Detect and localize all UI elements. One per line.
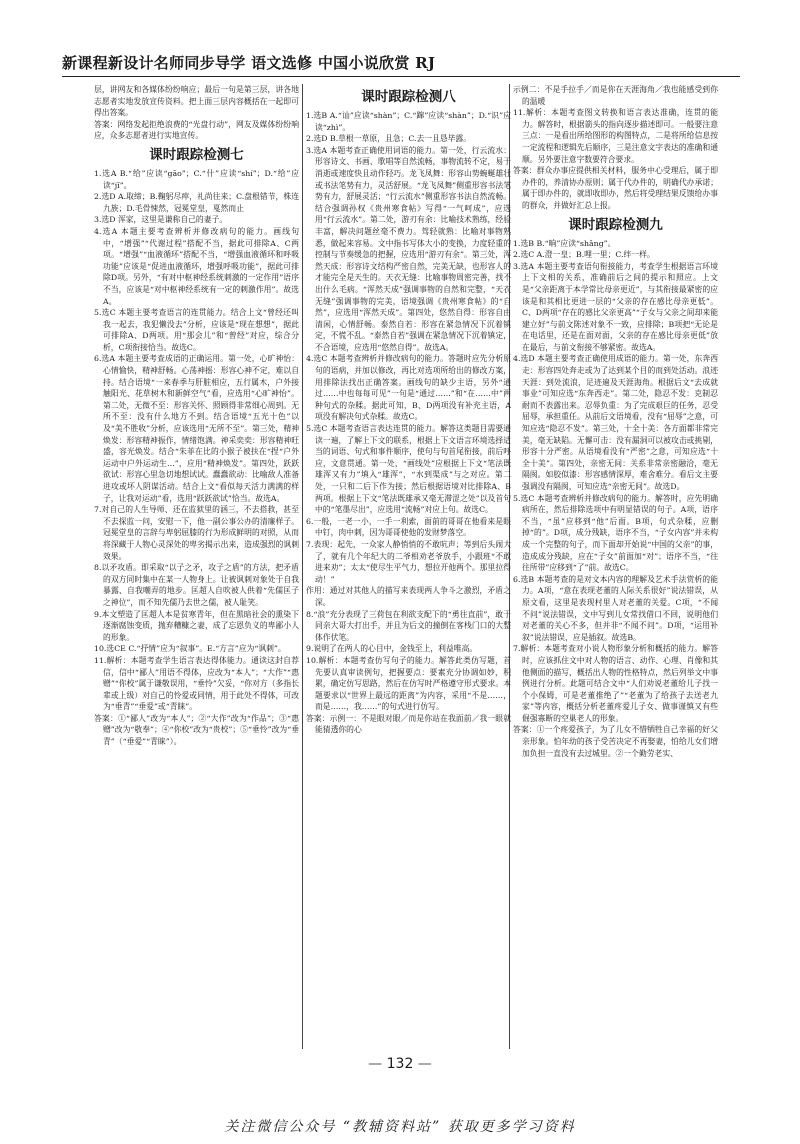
answer-item: 5.选C 本题考查辨析并修改病句的能力。解答时，应先明确病所在，然后排除选项中有明显错误的句子。A项，语序不当，“虽”应移到“他”后面。B项，句式杂糅，应删掉“的”。D项，成分残缺，语序不当，“子女内容”并未构成一个完整的句子，而下面却开始说“中国的父亲”的事，造成成分残缺，应在“子女”前面加“对”；语序不当，“往往所带”应移到“了”前。故选C。 [513,493,718,573]
answer-item: 1.选B B.“晌”应读“shǎng”。 [513,238,616,248]
answer-item: 11.解析：本题考查图文转换和语言表达准确，连贯的能力。解答时，根据箭头的指向逐步描述即可。一般要注意三点：一是看出所给图形的构图特点，二是将所给信息按一定流程和逻辑先后顺序，三是注意文字表达的准确和通顺。另外要注意字数要符合要求。 [513,108,718,164]
answer-item: 3.选A 本题主要考查语句衔接能力，考查学生根据语言环境上下文相的关系，准确前后之间的提示和照应。上文是“父亲距离于本学常比母亲更近”，与其衔接最紧密的应该是和其相比更进一层的“父亲的存在感比母亲更低”。C、D两项“存在的感比父亲更高”“子女与父亲之间却来能建立好”与前文陈述对象不一致，应排除；B项把“无论是在电话里，还是在面对面，父亲的存在感比母亲更低”放在最后，与前文衔接不够紧密。故选A。 [513,261,718,352]
answer-item: 答案：①“鄙人”改为“本人”；②“大作”改为“作品”；③“惠赠”改为“敬奉”；④“你校”改为“贵校”；⑤“垂怜”改为“垂青”（“垂爱”“青睐”）。 [94,713,299,747]
answer-item: 作用：通过对其他人的描写来表现两人争斗之激烈，矛盾之深。 [306,586,511,607]
answer-item: 8.“浪”充分表现了三荷包在利欲支配下的“勇往直前”，敢于同亲大哥大打出手，并且为后文的撞倒在客栈门口的大整体作伏笔。 [306,609,511,642]
answer-item: 5.选C 本题考查语言表达连贯的能力。解答这类题目需要通读一遍，了解上下文的联系，根据上下文语言环境选择适当的词语、句式和事件顺序，使句与句首尾衔接，前后呼应，文意贯通。第一处，“画线处”应根据上下文“笔法既雄浑又有力”填入“雄浑”，“水到渠成”与之对应。第二处，一只和二后下作为接；然后根据语境对比排除A、B两项。根据上下文“笔法既雄承又毫无滞涩之处”以及首句中的“笔墨尽出”，应选用“流畅”对应上句。故选C。 [306,424,511,515]
page-header [62,52,740,77]
footer-note: 关注微信公众号 “教辅资料站” 获取更多学习资料 [224,1119,576,1135]
answer-item: 7.表现：起先，一众家人静悄悄的不敢吭声；等到后头闹大了，就有几个年纪大的二爷相劝老爷放手，小跟班“不敢进来劝”；太太“使尽生平气力，想拉开他两个。那里拉得动！” [306,539,511,584]
answer-item: 6.选B 本题考查的是对文本内容的理解及艺术手法赏析的能力。A项，“意在表现老董的人际关系很好”说法错误，从原文看，这里是表现村里人对老董的关爱。C项，“不闻不问”说法错误，文中写到儿女常找借口不回，说明他们对老董的关心不多，但并非“不闻不问”。D项，“运用补叙”说法错误，应是插叙。故选B。 [513,574,718,642]
answer-item: 2.选C A.澄一皇；B.哩一里；C.绊一样。 [513,250,655,260]
page-number-dash-right: — [413,1056,432,1072]
answer-item: 10.解析：本题考查仿写句子的能力。解答此类仿写题，首先要认真审读例句，把握要点：要素充分协调如妙，积累，确定仿写思路，然后在仿写时严格遵守形式要求。本题要求以“世界上最远的距离”为内容，采用“不是……，而是……，我……”的句式进行仿写。 [306,655,511,712]
answer-item: 9.本文塑造了匡超人本是贫寒青年，但在黑暗社会的熏染下逐渐腐蚀变质，抛弃糟糠之妻，成了忘恩负义的卑鄙小人的形象。 [94,609,299,642]
answer-item: 2.选D B.草根一草原，且急；C.去一且恳毕露。 [306,134,472,144]
answer-item: 6.一般，一老一小，一手一利索，面前的哥哥在他看来是眼中钉，肉中刺，因为哥哥使他的发财梦落空。 [306,516,511,538]
section-title-7: 课时跟踪检测七 [149,146,244,163]
answer-item: 3.选D 浑家，这里是谦称自己的妻子。 [94,215,228,225]
answer-item: 2.选D A.取缔；B.鞠躬尽瘁，礼尚往来；C.盘根错节，株连九族；D.毛骨悚然，冠冕堂皇，戛然而止 [94,192,299,213]
column-right [513,84,718,1054]
answer-item: 11.解析：本题考查学生语言表达得体能力。通读这封自荐信，信中“鄙人”用语不得体，应改为“本人”；“大作”“惠赠”“你校”属于谦敬误用，“垂怜”欠妥，“你对方（多指长辈或上级）对自己的怜爱或同情，用于此处不得体，可改为“垂青”“垂爱”或“青睐”。 [94,655,299,712]
intro-text: 层，讲网友和各媒体纷纷响应；最后一句是第三层，讲各地志愿者实地发放宣传资料。把上面三层内容概括在一起即可得出答案。 [94,85,299,118]
answer-item: 5.选C 本题主要考查语言的连贯能力。结合上文“曾经还叫我一起去，我犯懒没去”分析，应该是“现在想想”，据此可排除A、D两项。用“那会儿”和“曾经”对应，综合分析，C项衔接恰当。故选C。 [94,308,299,352]
answer-item: 7.对自己的人生导师、还在监狱里的涵三，不去搭救，甚至不去探监一问，安慰一下，他一副公事公办的清廉样子。冠冕堂皇的言辞与卑躬屈膝的行为形成鲜明的对照，从而将深藏于人物心灵深处的卑劣揭示出来，造成强烈的讽刺效果。 [94,505,299,561]
column-middle [306,84,511,1054]
answer-item: 7.解析：本题考查对小说人物形象分析和概括的能力。解答时，应该抓住文中对人物的语言、动作、心理、肖像和其他侧面的描写，概括出人物的性格特点，然后列举文中事例进行分析。此题可结合文中“人们劝说老董给儿子找一个小保姆，可是老董推绝了”“老董为了给孩子去送老九家”等内容，概括分析老董疼爱儿子女、做事谨慎又有些倔强寡断的空巢老人的形象。 [513,644,718,723]
page-number [0,1056,800,1072]
page-number-value: 132 [386,1056,414,1072]
answer-item: 4.选C 本题考查辨析并修改病句的能力。答题时应先分析原句的语病，并加以修改，再比对选项所给出的修改方案，用排除法找出正确答案。画线句的缺少主语，另外“通过……中也每每可见”一句是“通过……”和“在……中”两种句式的杂糅。据此可知，B、D两项没有补充主语，A项没有解决句式杂糅。故选C。 [306,354,511,422]
answer-item: 答案：群众办事应提供相关材料，服务中心受理后，属于即办件的，养清协办原则；属于代办件的，明确代办承诺；属于即办件的，就即收即办，然后将受理结果反馈给办事的群众，并做好汇总上报。 [513,166,718,210]
answer-item: 示例二：不是手拉手／而是你在天涯海角／我也能感受到你的温暖 [513,85,718,106]
section-title-8: 课时跟踪检测八 [361,89,456,105]
answer-item: 1.选B A.“讪”应读“shàn”；C.“蹿”应读“shàn”；D.“识”应读“zhì”。 [306,111,511,132]
answer-item: 答案：①一个疼爱孩子，为了儿女不惜牺牲自己幸福的好父亲形象。怕年幼的孩子受苦决定不再娶妻，怕给儿女们增加负担一直没有去过城里。②一个勤劳老实、 [513,725,718,758]
column-left [94,84,299,1054]
answer-item: 10.选CE C.“抒情”应为“叙事”。E.“方言”应为“讽刺”。 [94,644,286,654]
header-title: 新课程新设计名师同步导学 语文选修 中国小说欣赏 RJ [62,54,436,72]
intro-answer: 答案：网络发起拒绝浪费的“光盘行动”，网友及媒体纷纷响应，众多志愿者进行实地宣传。 [94,119,299,141]
answer-item: 答案：示例一：不是眼对眼／而是你站在我面前／我一眼就能猜透你的心 [306,713,511,735]
answer-item: 9.说明了在两人的心目中，金钱至上，利益唯高。 [306,644,478,654]
answer-item: 6.选A 本题主要考查成语的正确运用。第一处，心旷神怡：心情愉快，精神舒畅。心荡神摇：形容心神不定，难以自持。结合语境“一来春季与肝脏相应，五行属木，户外接触阳光、花草树木和新鲜空气”看，应选用“心旷神怡”。第二处，无微不至：形容关怀、照顾得非常细心周到。无所不至：没有什么地方不到。结合语境“五光十色”以及“美不胜收”分析，应该选用“无所不至”。第三处，精神焕发：形容精神振作，情绪饱满。神采奕奕：形容精神旺盛，容光焕发。结合“朱菲在比的小猴子被扶在“捏“户外运动中户外运动生…”，应用“精神焕发”。第四处，跃跃欲试：形容心里急切地想试试。蠢蠢欲动：比喻敌人准备进攻或坏人阴谋活动。结合上文“看似每天活力满满的样子，让我对运动”看，选用“跃跃欲试”恰当。故选A。 [94,354,299,503]
answer-item: 3.选A 本题考查正确使用词语的能力。第一处，行云流水：形容诗文、书画、歌唱等自然流畅，事物流转不定，易于消逝或速度快且动作轻巧。龙飞凤舞：形容山势蜿蜒雄壮或书法笔势有力，灵活舒展。“龙飞凤舞”侧重形容书法笔势有力，舒展灵活；“行云流水”侧重形容书法自然流畅。结合强调孙权《贵州寒食帖》写得“一气呵成”，应选用“行云流水”。第二处，游刃有余：比喻技术熟练，经验丰富，解决问题丝毫不费力。驾轻就熟：比喻对事物熟悉，做起来容易。文中指书写体大小的变换，力度轻重的控制与节奏缓急的把握，应选用“游刃有余”。第三处，浑然天成：形容诗文结构严密自然，完美无缺，也形容人的才能完全是天生的。天衣无缝：比喻事物周密完善，找不出什么毛病。“浑然天成”强调事物的自然和完整，“天衣无缝”强调事物的完美，语境强调《贵州寒食帖》的“自然”，应选用“浑然天成”。第四处，悠然自得：形容自由清闲，心情舒畅。泰然自若：形容在紧急情况下沉着镇定，不慌不乱。“泰然自若”强调在紧急情况下沉着镇定，不合语境，应选用“悠然自得”。故选A。 [306,145,511,352]
column-divider-left [302,84,303,1049]
page-number-dash-left: — [368,1056,387,1072]
answer-item: 4.选A 本题主要考查辨析并修改病句的能力。画线句中，“增强”“代谢过程”搭配不当，据此可排除A、C两项。“增强”“血液循环”搭配不当，“增强血液循环和呼吸功能”应该是“促进血液循环，增强呼吸功能”，据此可排除D项。另外，“有对中枢神经系统刺激的一定作用”语序不当，应该是“对中枢神经系统有一定的刺激作用”。故选A。 [94,226,299,306]
answer-item: 1.选A B.“给”应读“gāo”；C.“什”应读“shí”；D.“给”应读“jǐ”。 [94,168,299,190]
section-title-9: 课时跟踪检测九 [568,216,663,233]
answer-item: 4.选D 本题主要考查正确使用成语的能力。第一处，东奔西走：形容四处奔走或为了达到某个目的而到处活动。浪迹天涯：到处流浪，足迹遍及天涯海角。根据后文“去成就事业”可知应选“东奔西走”。第二处，隐忍不发：克制忍耐而不表露出来。忍辱负重：为了完成艰巨的任务，忍受屈辱，承担重任。从前后文语境看，没有“屈辱”之意，可知应选“隐忍不发”。第三处，十全十美：各方面都非常完美，毫无缺陷。无懈可击：没有漏洞可以被攻击或挑剔，形容十分严密。从语境看没有“严密”之意，可知应选“十全十美”。第四处，亲密无间：关系非常亲密融洽，毫无隔阂。如胶似漆：形容感情深厚，难舍难分。看后文主要强调没有隔阂，可知应选“亲密无间”。故选D。 [513,354,718,491]
answer-item: 8.以矛攻盾。即采取“以子之矛，攻子之盾”的方法，把矛盾的双方同时集中在某一人物身上。让被讽刺对象处于自我暴露、自我嘲弄的地步。匡超人自吹被人供着“先儒匡子之神位”，而不知先儒乃去世之儒，被人耻笑。 [94,563,299,607]
